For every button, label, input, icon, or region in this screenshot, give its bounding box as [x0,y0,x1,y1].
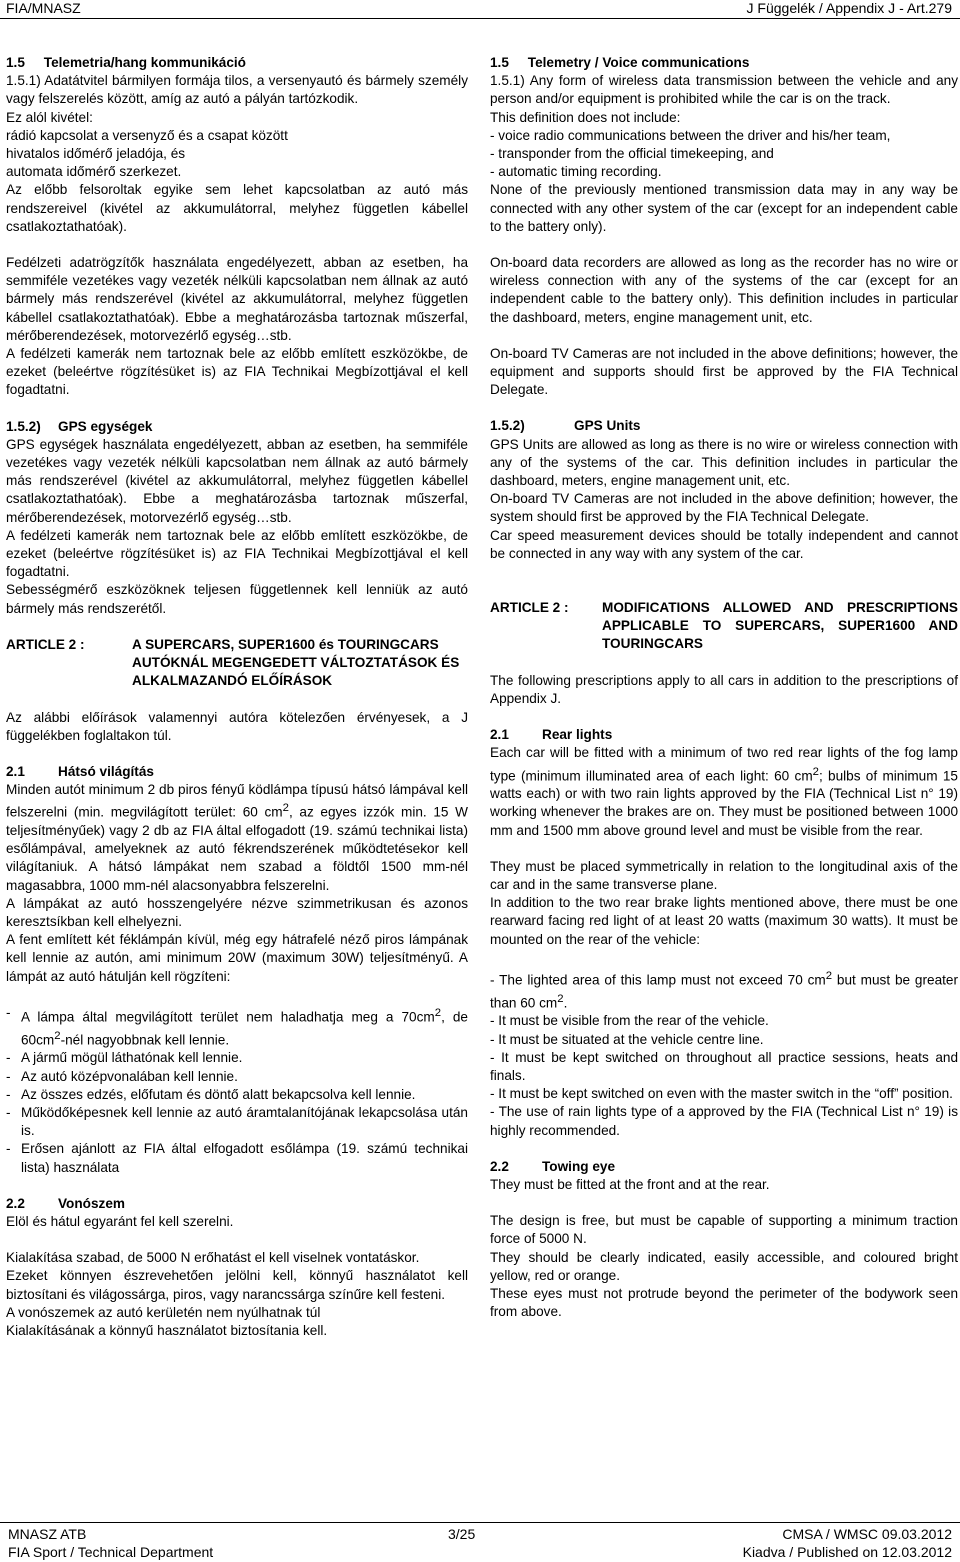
section-title: GPS Units [574,418,641,434]
section-title: Hátsó világítás [58,763,154,779]
hungarian-column [6,54,468,1340]
towing-paragraph: A vonószemek az autó kerületén nem nyúlhatnak túl [6,1304,321,1320]
exception-item: - transponder from the official timekeeping, and [490,146,774,162]
list-item: - A lámpa által megvilágított terület nem haladhatja meg a $70cm^2$, de $60cm^2$-nél nagyobbnak kell lennie. [6,1004,468,1049]
exception-item: automata időmérő szerkezet. [6,164,182,180]
article-title: MODIFICATIONS ALLOWED AND PRESCRIPTIONS APPLICABLE TO SUPERCARS, SUPER1600 AND TOURINGCARS [602,600,958,652]
towing-paragraph: Ezeket könnyen észrevehetően jelölni kell, könnyű használatot kell biztosítani és világossárga, piros, vagy narancssárga színűre kell festeni. [6,1268,468,1302]
footer-left-line-1: MNASZ ATB [8,1526,87,1542]
exception-item: hivatalos időmérő jeladója, és [6,146,186,162]
section-title: Vonószem [58,1195,125,1211]
page-footer [0,1522,960,1562]
article-2-heading [490,599,958,654]
list-item: - The lighted area of this lamp must not exceed 70 $cm^2$ but must be greater than 60 $cm^2$. [490,969,959,1011]
list-item: - Működőképesnek kell lennie az autó áramtalanítójának lekapcsolása után is. [6,1104,468,1140]
towing-paragraph: They should be clearly indicated, easily accessible, and coloured bright yellow, red or orange. [490,1249,958,1283]
article-intro: Az alábbi előírások valamennyi autóra kötelezően érvényesek, a J függelékben foglaltakon túl. [6,709,468,743]
section-title: GPS egységek [58,418,153,434]
list-item: - It must be visible from the rear of the vehicle. [490,1013,769,1029]
article-2-heading [6,636,468,691]
exception-note: None of the previously mentioned transmission data may in any way be connected with any other system of the car (except for an independent cable to the battery only). [490,182,958,234]
speed-device-paragraph: Sebességmérő eszközöknek teljesen függetlennek kell lenniük az autó bármely más rendszerétől. [6,582,468,616]
symmetry-paragraph: A lámpákat az autó hosszengelyére nézve szimmetrikusan és azonos keresztsíkban kell elhelyezni. [6,895,468,930]
section-1-5-1-text: 1.5.1) Any form of wireless data transmission between the vehicle and any person and/or equipment is prohibited while the car is on the track. [490,73,958,107]
symmetry-paragraph: They must be placed symmetrically in relation to the longitudinal axis of the car and in the same transverse plane. [490,858,958,893]
section-number: 2.1 [6,763,25,779]
towing-paragraph: Elöl és hátul egyaránt fel kell szerelni. [6,1213,234,1229]
towing-paragraph: Kialakítása szabad, de 5000 N erőhatást el kell viselnek vontatáskor. [6,1250,420,1266]
exception-item: rádió kapcsolat a versenyző és a csapat között [6,127,288,143]
towing-paragraph: The design is free, but must be capable of supporting a minimum traction force of 5000 N. [490,1213,958,1247]
section-2-1-heading [490,726,958,744]
section-1-5-title: 1.5 Telemetry / Voice communications [490,55,750,70]
section-title: Towing eye [542,1158,616,1174]
page-number: 3/25 [448,1526,476,1542]
footer-right-line-2: Kiadva / Published on 12.03.2012 [742,1544,952,1560]
speed-device-paragraph: Car speed measurement devices should be totally independent and cannot be connected in any way with any system of the car. [490,527,958,561]
section-2-1-heading [6,763,468,781]
section-number: 1.5.2) [490,418,525,434]
english-column [490,54,958,1321]
article-title: A SUPERCARS, SUPER1600 és TOURINGCARS AUTÓKNÁL MEGENGEDETT VÁLTOZTATÁSOK ÉS ALKALMAZANDÓ ELŐÍRÁSOK [132,636,460,689]
exception-intro: Ez alól kivétel: [6,109,93,125]
rear-lights-paragraph: Minden autót minimum 2 db piros fényű ködlámpa típusú hátsó lámpával kell felszerelni (min. megvilágított terület: 60 $cm^2$, az egyes izzók min. 15 W teljesítményűek) vagy 2 db az FIA által elfogadott (19. számú technikai lista) esőlámpával, amelyeknek az autó fékrendszerének működtetésekor kell világítaniuk. A hátsó lámpákat nem szabad a földtől 1500 mm-nél magasabbra, 1000 mm-nél alacsonyabbra felszerelni. [6,782,468,893]
list-item: - It must be kept switched on throughout all practice sessions, heats and finals. [490,1049,958,1083]
extra-light-paragraph: A fent említett két féklámpán kívül, még egy hátrafelé néző piros lámpának kell lennie az autón, ami minimum 20W (maximum 30W) teljesítményű. A lámpát az autó hátulján kell rögzíteni: [6,932,468,984]
list-item: - Az autó középvonalában kell lennie. [6,1068,468,1086]
header-right: J Függelék / Appendix J - Art.279 [746,0,952,16]
light-requirements-list [6,1004,468,1177]
section-1-5-2-heading [490,417,958,435]
gps-camera-paragraph: A fedélzeti kamerák nem tartoznak bele az előbb említett eszközökbe, de ezeket (beleértve rögzítésüket is) az FIA Technikai Megbízottjával el kell fogadtatni. [6,527,468,580]
list-item: - It must be kept switched on even with the master switch in the “off” position. [490,1086,953,1102]
exception-intro: This definition does not include: [490,109,681,125]
towing-paragraph: These eyes must not protrude beyond the perimeter of the bodywork seen from above. [490,1285,958,1320]
section-number: 1.5.2) [6,418,41,434]
section-title: Rear lights [542,727,613,743]
article-label: ARTICLE 2 : [490,600,569,616]
camera-paragraph: A fedélzeti kamerák nem tartoznak bele az előbb említett eszközökbe, de ezeket (beleértve rögzítésüket is) az FIA Technikai Megbízottjával el kell fogadtatni. [6,346,468,398]
section-number: 2.2 [6,1195,25,1211]
data-recorder-paragraph: Fedélzeti adatrögzítők használata engedélyezett, abban az esetben, ha semmiféle vezetékes vagy vezeték nélküli kapcsolatban nem állnak az autó bármely más rendszerével (kivétel az akkumulátorral, melyhez független kábellel csatlakoztathatóak). Ebbe a meghatározásba tartoznak műszerfal, mérőberendezések, motorvezérlő egység…stb. [6,255,468,343]
gps-camera-paragraph: On-board TV Cameras are not included in the above definition; however, the system should first be approved by the FIA Technical Delegate. [490,491,958,525]
footer-left-line-2: FIA Sport / Technical Department [8,1544,214,1560]
footer-right-line-1: CMSA / WMSC 09.03.2012 [782,1526,952,1542]
list-item: - It must be situated at the vehicle centre line. [490,1031,764,1047]
gps-paragraph: GPS egységek használata engedélyezett, abban az esetben, ha semmiféle vezetékes vagy vezeték nélküli kapcsolatban nem állnak az autó bármely más rendszerével (kivétel az akkumulátorral, melyhez független kábellel csatlakoztathatóak). Ebbe a meghatározásba tartoznak műszerfal, mérőberendezések, motorvezérlő egység…stb. [6,436,468,525]
article-intro: The following prescriptions apply to all cars in addition to the prescriptions of Appendix J. [490,672,958,706]
list-item: - A jármű mögül láthatónak kell lennie. [6,1049,468,1067]
article-label: ARTICLE 2 : [6,636,85,652]
rear-lights-paragraph: Each car will be fitted with a minimum of two red rear lights of the fog lamp type (minimum illuminated area of each light: 60 $cm^2$; bulbs of minimum 15 watts each) or with two rain lights approved by the FIA (Technical List n° 19) working whenever the brakes are on. They must be positioned between 1000 mm and 1500 mm above ground level and must be visible from the rear. [490,745,958,838]
exception-item: - automatic timing recording. [490,164,662,180]
list-item: - Az összes edzés, előfutam és döntő alatt bekapcsolva kell lennie. [6,1086,468,1104]
header-left: FIA/MNASZ [6,0,81,16]
list-item: - Erősen ajánlott az FIA által elfogadott esőlámpa (19. számú technikai lista) használata [6,1140,468,1176]
towing-paragraph: They must be fitted at the front and at the rear. [490,1176,770,1192]
section-1-5-title: 1.5 Telemetria/hang kommunikáció [6,55,246,70]
section-1-5-1-text: 1.5.1) Adatátvitel bármilyen formája tilos, a versenyautó és bármely személy vagy felszerelés között, amíg az autó a pályán tartózkodik. [6,73,468,107]
section-2-2-heading [490,1158,958,1176]
page-header [0,0,960,19]
section-number: 2.1 [490,727,509,743]
camera-paragraph: On-board TV Cameras are not included in the above definitions; however, the equipment and supports should first be approved by the FIA Technical Delegate. [490,345,958,398]
extra-light-paragraph: In addition to the two rear brake lights mentioned above, there must be one rearward facing red light of at least 20 watts (maximum 30 watts). It must be mounted on the rear of the vehicle: [490,895,958,947]
exception-note: Az előbb felsoroltak egyike sem lehet kapcsolatban az autó más rendszereivel (kivétel az akkumulátorral, melyhez független kábellel csatlakoztathatóak). [6,182,468,234]
towing-paragraph: Kialakításának a könnyű használatot biztosítania kell. [6,1322,328,1338]
section-1-5-2-heading [6,418,468,436]
list-item: - The use of rain lights type of a approved by the FIA (Technical List n° 19) is highly recommended. [490,1104,958,1138]
data-recorder-paragraph: On-board data recorders are allowed as long as the recorder has no wire or wireless connection with any of the systems of the car (except for an independent cable to the battery only). This definition includes in particular the dashboard, meters, engine management unit, etc. [490,255,958,325]
light-requirements-list [490,967,958,1140]
section-number: 2.2 [490,1158,509,1174]
section-2-2-heading [6,1195,468,1213]
exception-item: - voice radio communications between the driver and his/her team, [490,127,891,143]
gps-paragraph: GPS Units are allowed as long as there is no wire or wireless connection with any of the systems of the car. This definition includes in particular the dashboard, meters, engine management unit, etc. [490,436,958,489]
